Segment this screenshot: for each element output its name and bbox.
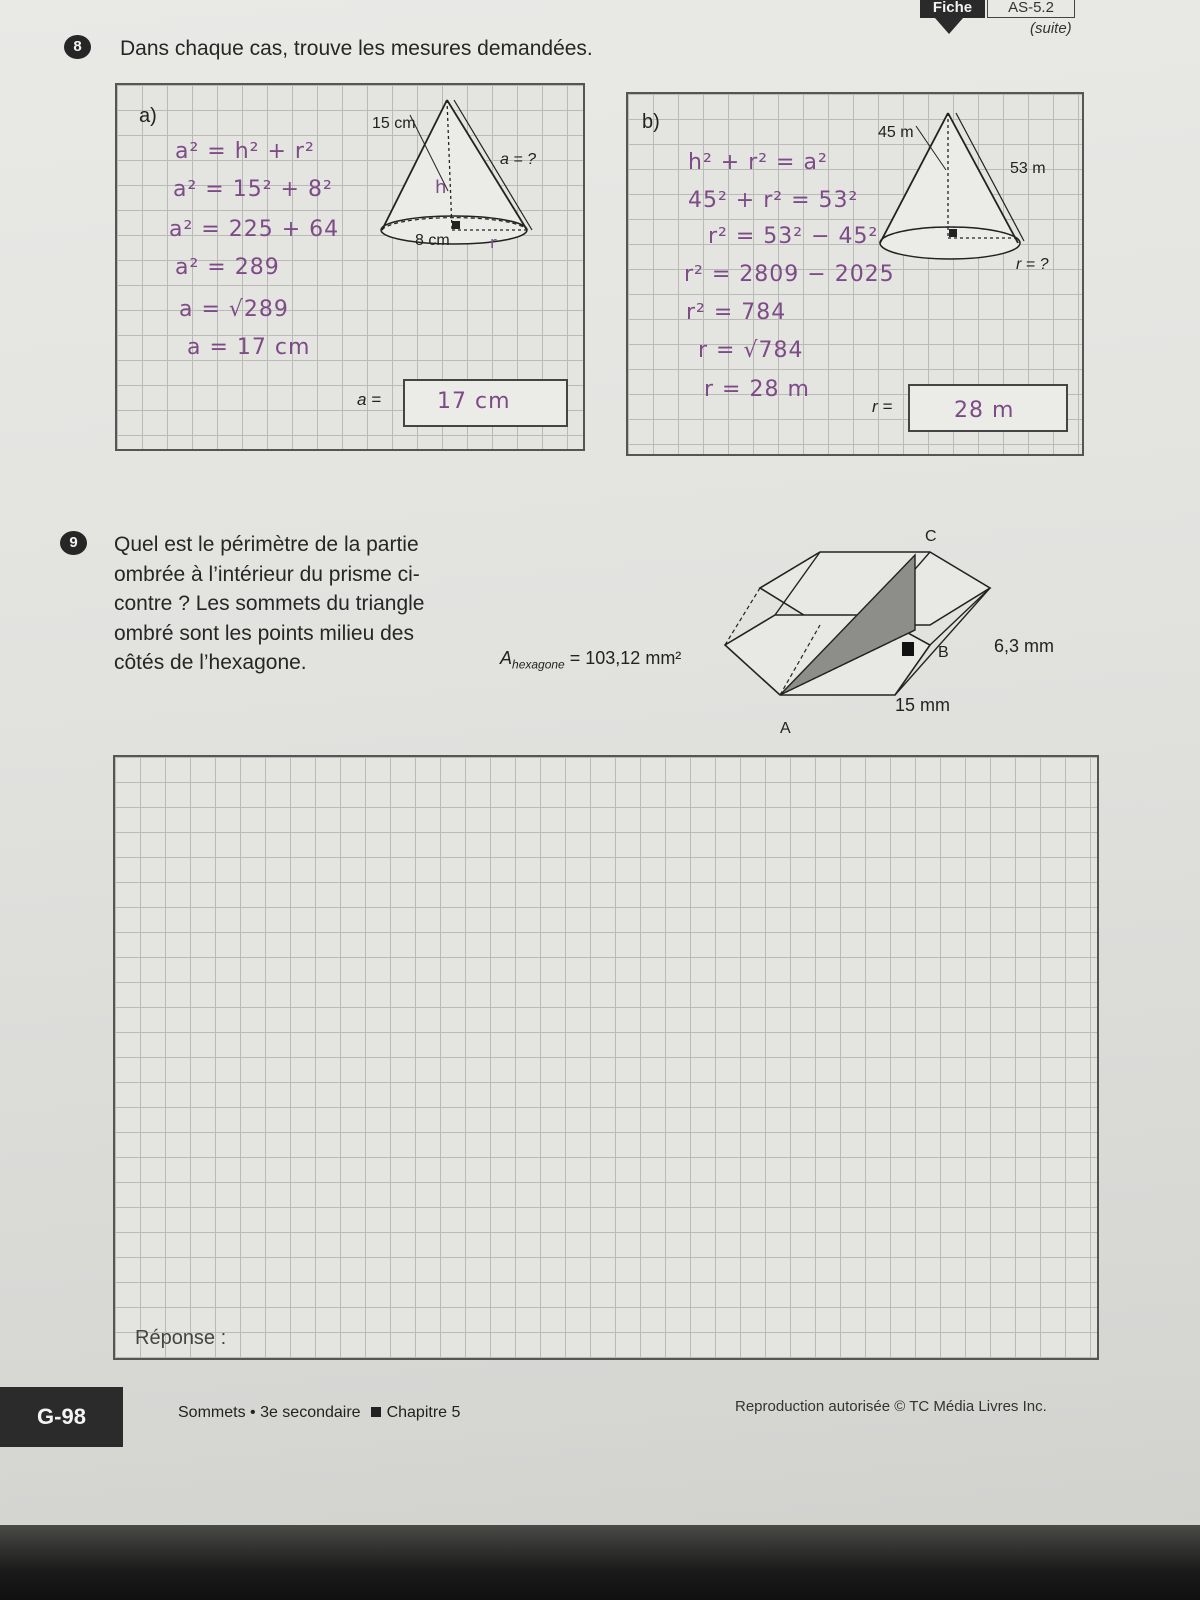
question-9-text: Quel est le périmètre de la partie ombrée à l’intérieur du prisme ci-contre ? Les sommets du triangle ombré sont les points milieu des côtés de l’hexagone. bbox=[114, 533, 425, 674]
answer-box-b[interactable] bbox=[908, 384, 1068, 432]
point-a-label: A bbox=[780, 720, 791, 737]
work-line: r² = 784 bbox=[686, 300, 787, 325]
chapter-label: Chapitre 5 bbox=[386, 1404, 461, 1421]
fiche-code: AS-5.2 bbox=[987, 0, 1075, 18]
work-line: a = 17 cm bbox=[187, 335, 311, 360]
answer-value-a: 17 cm bbox=[437, 389, 511, 414]
slant-label-b: 53 m bbox=[1010, 160, 1046, 177]
work-line: 45² + r² = 53² bbox=[688, 188, 859, 213]
work-line: a² = 225 + 64 bbox=[169, 217, 340, 242]
work-line: h² + r² = a² bbox=[688, 150, 828, 175]
photo-background-edge bbox=[0, 1525, 1200, 1600]
answer-work-area[interactable] bbox=[113, 755, 1099, 1360]
work-line: a² = h² + r² bbox=[175, 139, 315, 164]
part-b-label: b) bbox=[642, 111, 660, 133]
work-line: r = √784 bbox=[698, 338, 804, 363]
panel-part-b bbox=[626, 92, 1084, 456]
part-a-label: a) bbox=[139, 105, 157, 127]
area-subscript: hexagone bbox=[512, 657, 565, 672]
work-line: r = 28 m bbox=[704, 377, 810, 402]
point-c-label: C bbox=[925, 528, 937, 545]
unknown-label-b: r = ? bbox=[1016, 256, 1049, 273]
work-line: a = √289 bbox=[179, 297, 289, 322]
edge-label: 6,3 mm bbox=[994, 636, 1055, 656]
panel-part-a bbox=[115, 83, 585, 451]
area-symbol: A bbox=[500, 648, 513, 668]
square-bullet-icon bbox=[371, 1407, 381, 1417]
answer-value-b: 28 m bbox=[954, 398, 1015, 423]
work-line: a² = 15² + 8² bbox=[173, 177, 333, 202]
height-label-b: 45 m bbox=[878, 124, 914, 141]
question-number-9: 9 bbox=[60, 531, 87, 555]
unknown-label-a: a = ? bbox=[500, 151, 537, 168]
hexagon-area-formula bbox=[500, 648, 681, 672]
reponse-label: Réponse : bbox=[135, 1327, 227, 1349]
fiche-tab: Fiche bbox=[920, 0, 985, 18]
work-line: r² = 53² − 45² bbox=[708, 224, 879, 249]
fiche-tab-notch bbox=[935, 18, 963, 34]
copyright-notice: Reproduction autorisée © TC Média Livres Inc. bbox=[735, 1398, 1047, 1415]
length-label: 15 mm bbox=[895, 695, 951, 715]
question-number-8: 8 bbox=[64, 35, 91, 59]
answer-box-a[interactable] bbox=[403, 379, 568, 427]
area-value: = 103,12 mm² bbox=[569, 648, 682, 668]
work-line: a² = 289 bbox=[175, 255, 280, 280]
book-title: Sommets • 3e secondaire bbox=[178, 1404, 361, 1421]
slant-label-a: 15 cm bbox=[372, 115, 416, 132]
question-8-instruction: Dans chaque cas, trouve les mesures demandées. bbox=[120, 37, 593, 60]
work-line: r² = 2809 − 2025 bbox=[684, 262, 895, 287]
suite-label: (suite) bbox=[1030, 20, 1072, 37]
book-info bbox=[178, 1404, 460, 1422]
radius-mark-a: r bbox=[490, 233, 498, 252]
radius-label-a: 8 cm bbox=[415, 232, 450, 249]
point-b-label: B bbox=[938, 644, 949, 661]
height-mark-a: h bbox=[435, 177, 448, 198]
page-code-tab: G-98 bbox=[0, 1387, 123, 1447]
answer-prefix-a: a = bbox=[357, 390, 382, 409]
answer-prefix-b: r = bbox=[872, 397, 893, 416]
